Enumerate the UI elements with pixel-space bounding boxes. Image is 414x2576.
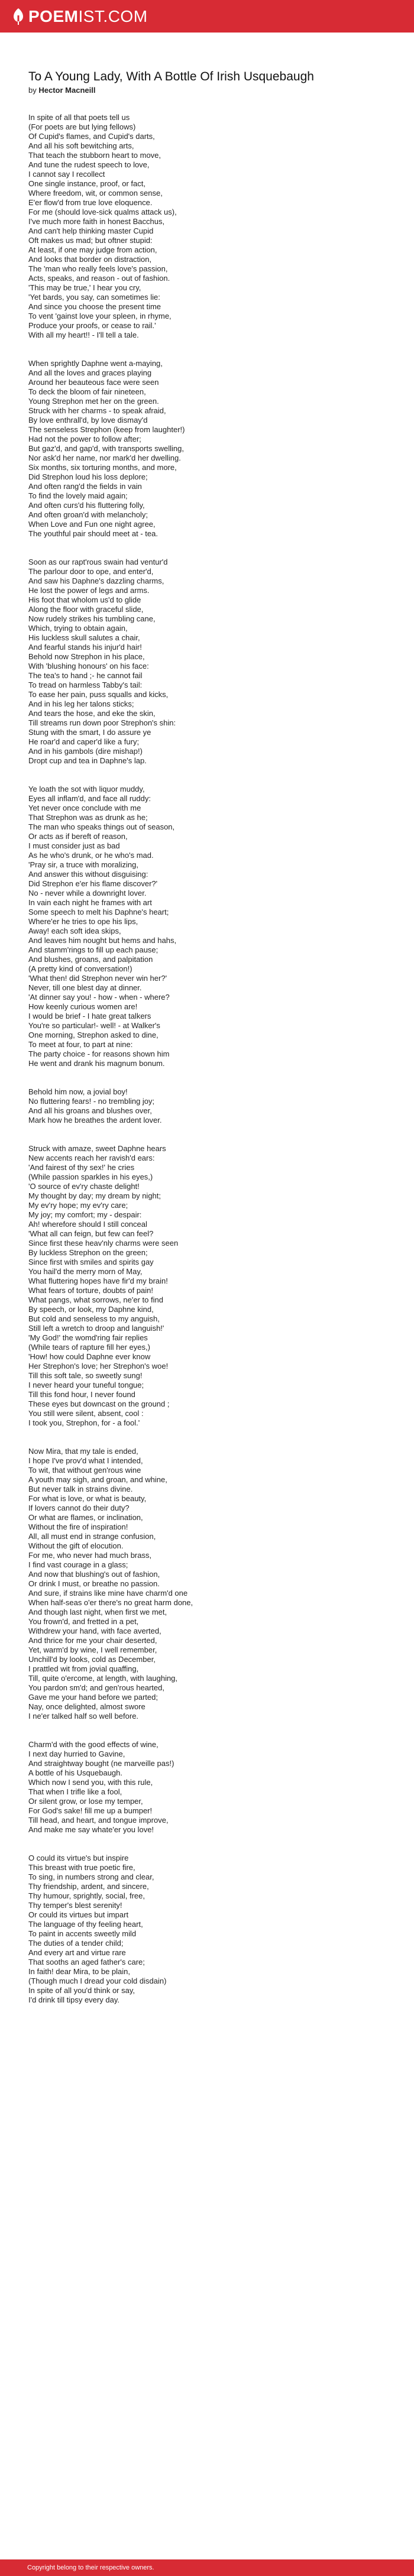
poem-line: And saw his Daphne's dazzling charms,: [28, 576, 164, 585]
byline-prefix: by: [28, 86, 37, 95]
poem-line: I ne'er talked half so well before.: [28, 1712, 139, 1720]
poem-line: And since you choose the present time: [28, 302, 161, 311]
poem-line: Without the gift of elocution.: [28, 1541, 124, 1550]
poem-line: (A pretty kind of conversation!): [28, 964, 132, 973]
poem-line: You hail'd the merry morn of May,: [28, 1267, 143, 1276]
stanza: [28, 785, 386, 1068]
poem-line: Or drink I must, or breathe no passion.: [28, 1579, 160, 1588]
poem-line: Withdrew your hand, with face averted,: [28, 1626, 161, 1635]
poem-line: Which now I send you, with this rule,: [28, 1778, 153, 1787]
poem-line: You pardon sm'd; and gen'rous hearted,: [28, 1683, 164, 1692]
poem-line: 'What then! did Strephon never win her?': [28, 974, 167, 983]
poem-line: To vent 'gainst love your spleen, in rhyme,: [28, 312, 172, 320]
poem-line: Behold him now, a jovial boy!: [28, 1087, 128, 1096]
poem-line: Till streams run down poor Strephon's shin:: [28, 718, 176, 727]
poem-line: By love enthrall'd, by love dismay'd: [28, 416, 148, 425]
poem-line: Yet never once conclude with me: [28, 803, 141, 812]
poem-line: And make me say whate'er you love!: [28, 1825, 154, 1834]
poem-line: If lovers cannot do their duty?: [28, 1504, 130, 1512]
poem-line: By luckless Strephon on the green;: [28, 1248, 148, 1257]
logo-text-light: IST.COM: [78, 7, 148, 25]
poem-line: O could its virtue's but inspire: [28, 1854, 129, 1862]
poem-line: Where'er he tries to ope his lips,: [28, 917, 138, 926]
poem-line: The senseless Strephon (keep from laughter!): [28, 425, 185, 434]
logo-text-bold: POEM: [28, 7, 79, 25]
poem-line: No - never while a downright lover.: [28, 889, 147, 897]
poem-line: Or acts as if bereft of reason,: [28, 832, 128, 841]
poem-line: He went and drank his magnum bonum.: [28, 1059, 165, 1068]
poem-line: And leaves him nought but hems and hahs,: [28, 936, 177, 945]
poem-line: To ease her pain, puss squalls and kicks,: [28, 690, 169, 699]
poem-line: I cannot say I recollect: [28, 170, 105, 179]
logo-text: [28, 7, 148, 26]
stanza: [28, 1740, 386, 1835]
poem-line: I never heard your tuneful tongue;: [28, 1381, 144, 1389]
poem-line: My joy; my comfort; my - despair:: [28, 1210, 142, 1219]
poem-line: To tread on harmless Tabby's tail:: [28, 681, 143, 689]
poem-line: And often curs'd his fluttering folly,: [28, 501, 145, 510]
poem-line: He lost the power of legs and arms.: [28, 586, 150, 595]
poem-line: (While passion sparkles in his eyes,): [28, 1172, 153, 1181]
poem-line: I hope I've prov'd what I intended,: [28, 1456, 143, 1465]
poem-line: 'And fairest of thy sex!' he cries: [28, 1163, 135, 1172]
poem-line: And in his leg her talons sticks;: [28, 699, 134, 708]
poem-title: To A Young Lady, With A Bottle Of Irish Usquebaugh: [28, 70, 314, 83]
stanza: [28, 1854, 386, 2005]
poem-content: [0, 33, 386, 2005]
poem-line: In spite of all you'd think or say,: [28, 1986, 135, 1995]
poem-line: 'Yet bards, you say, can sometimes lie:: [28, 293, 160, 302]
author-name: Hector Macneill: [38, 86, 96, 95]
poem-line: Charm'd with the good effects of wine,: [28, 1740, 159, 1749]
poem-line: As he who's drunk, or he who's mad.: [28, 851, 154, 860]
poem-line: In spite of all that poets tell us: [28, 113, 130, 122]
poem-line: Around her beauteous face were seen: [28, 378, 159, 387]
poem-line: (Though much I dread your cold disdain): [28, 1976, 167, 1985]
poem-line: A youth may sigh, and groan, and whine,: [28, 1475, 167, 1484]
poem-line: And every art and virtue rare: [28, 1948, 126, 1957]
poem-line: To sing, in numbers strong and clear,: [28, 1872, 154, 1881]
poem-line: And blushes, groans, and palpitation: [28, 955, 153, 964]
site-footer: [0, 2559, 414, 2576]
poem-line: One single instance, proof, or fact,: [28, 179, 145, 188]
poem-line: You still were silent, absent, cool :: [28, 1409, 144, 1418]
poem-line: Now rudely strikes his tumbling cane,: [28, 614, 156, 623]
poem-line: But gaz'd, and gap'd, with transports swelling,: [28, 444, 184, 453]
poem-line: That when I trifle like a fool,: [28, 1787, 122, 1796]
poem-line: I would be brief - I hate great talkers: [28, 1012, 151, 1020]
poem-line: In faith! dear Mira, to be plain,: [28, 1967, 130, 1976]
poem-line: Since first these heav'nly charms were seen: [28, 1239, 179, 1248]
poem-line: He roar'd and caper'd like a fury;: [28, 737, 140, 746]
poem-line: Stung with the smart, I do assure ye: [28, 728, 151, 737]
poem-line: For me (should love-sick qualms attack us),: [28, 208, 177, 216]
poem-line: I find vast courage in a glass;: [28, 1560, 128, 1569]
poem-line: I've much more faith in honest Bacchus,: [28, 217, 165, 226]
poem-line: And thrice for me your chair deserted,: [28, 1636, 157, 1645]
poem-line: To meet at four, to part at nine:: [28, 1040, 133, 1049]
poem-line: Her Strephon's love; her Strephon's woe!: [28, 1362, 169, 1370]
poem-line: 'Pray sir, a truce with moralizing,: [28, 860, 138, 869]
poem-line: Nay, once delighted, almost swore: [28, 1702, 145, 1711]
poem-line: Never, till one blest day at dinner.: [28, 983, 142, 992]
poem-line: I next day hurried to Gavine,: [28, 1749, 125, 1758]
poem-line: A bottle of his Usquebaugh.: [28, 1768, 123, 1777]
poem-line: Some speech to melt his Daphne's heart;: [28, 908, 169, 916]
poem-line: Or what are flames, or inclination,: [28, 1513, 143, 1522]
poem-line: Till, quite o'ercome, at length, with laughing,: [28, 1674, 178, 1683]
poem-line: The duties of a tender child;: [28, 1939, 124, 1948]
poem-line: When sprightly Daphne went a-maying,: [28, 359, 163, 368]
poem-line: Struck with amaze, sweet Daphne hears: [28, 1144, 166, 1153]
poem-line: Behold now Strephon in his place,: [28, 652, 145, 661]
poem-line: And straightway bought (ne marveille pas!): [28, 1759, 174, 1768]
poem-line: With all my heart!! - I'll tell a tale.: [28, 330, 139, 339]
poem-line: 'This may be true,' I hear you cry,: [28, 283, 141, 292]
poem-line: And though last night, when first we met,: [28, 1608, 167, 1616]
poem-body: [28, 113, 386, 2005]
poem-line: My ev'ry hope; my ev'ry care;: [28, 1201, 128, 1210]
poem-line: The 'man who really feels love's passion,: [28, 264, 168, 273]
poem-line: Away! each soft idea skips,: [28, 926, 121, 935]
poem-line: Eyes all inflam'd, and face all ruddy:: [28, 794, 151, 803]
poem-line: And all his groans and blushes over,: [28, 1106, 152, 1115]
poem-line: The man who speaks things out of season,: [28, 822, 175, 831]
poem-line: And sure, if strains like mine have charm'd one: [28, 1589, 188, 1598]
poem-line: I'd drink till tipsy every day.: [28, 1995, 119, 2004]
poem-line: Gave me your hand before we parted;: [28, 1693, 158, 1702]
poem-line: Thy friendship, ardent, and sincere,: [28, 1882, 149, 1891]
poem-line: And looks that border on distraction,: [28, 255, 152, 264]
poem-line: Till this soft tale, so sweetly sung!: [28, 1371, 143, 1380]
poem-line: 'At dinner say you! - how - when - where?: [28, 993, 170, 1002]
poem-line: Struck with her charms - to speak afraid,: [28, 406, 166, 415]
poem-line: And stamm'rings to fill up each pause;: [28, 945, 159, 954]
poem-line: Which, trying to obtain again,: [28, 624, 128, 633]
stanza: [28, 1144, 386, 1428]
poem-line: When Love and Fun one night agree,: [28, 520, 156, 529]
poem-line: The youthful pair should meet at - tea.: [28, 529, 158, 538]
poem-line: And tears the hose, and eke the skin,: [28, 709, 156, 718]
poem-line: I must consider just as bad: [28, 841, 120, 850]
poem-line: And all his soft bewitching arts,: [28, 141, 134, 150]
poem-line: I prattled wit from jovial quaffing,: [28, 1664, 139, 1673]
poem-line: And now that blushing's out of fashion,: [28, 1570, 160, 1579]
quill-icon: [13, 8, 24, 25]
poem-line: The language of thy feeling heart,: [28, 1920, 143, 1929]
site-logo[interactable]: [13, 7, 148, 26]
poem-line: His luckless skull salutes a chair,: [28, 633, 140, 642]
poem-line: But never talk in strains divine.: [28, 1485, 133, 1493]
poem-line: Of Cupid's flames, and Cupid's darts,: [28, 132, 155, 141]
poem-line: The party choice - for reasons shown him: [28, 1049, 170, 1058]
poem-line: Produce your proofs, or cease to rail.': [28, 321, 156, 330]
poem-line: What fears of torture, doubts of pain!: [28, 1286, 154, 1295]
poem-line: 'How! how could Daphne ever know: [28, 1352, 151, 1361]
poem-line: This breast with true poetic fire,: [28, 1863, 135, 1872]
poem-line: And fearful stands his injur'd hair!: [28, 643, 142, 652]
poem-line: Six months, six torturing months, and more,: [28, 463, 177, 472]
poem-line: You frown'd, and fretted in a pet,: [28, 1617, 139, 1626]
poem-line: For me, who never had much brass,: [28, 1551, 152, 1560]
poem-line: (While tears of rapture fill her eyes,): [28, 1343, 150, 1352]
poem-line: Along the floor with graceful slide,: [28, 605, 144, 614]
poem-line: Did Strephon e'er his flame discover?': [28, 879, 158, 888]
poem-line: And can't help thinking master Cupid: [28, 226, 154, 235]
poem-line: Dropt cup and tea in Daphne's lap.: [28, 756, 147, 765]
poem-line: And often groan'd with melancholy;: [28, 510, 148, 519]
poem-line: Oft makes us mad; but oftner stupid:: [28, 236, 153, 245]
poem-line: All, all must end in strange confusion,: [28, 1532, 156, 1541]
poem-line: Acts, speaks, and reason - out of fashion.: [28, 274, 170, 283]
poem-line: Soon as our rapt'rous swain had ventur'd: [28, 558, 168, 566]
poem-line: For God's sake! fill me up a bumper!: [28, 1806, 153, 1815]
poem-line: 'What all can feign, but few can feel?: [28, 1229, 154, 1238]
poem-line: The tea's to hand ;- he cannot fail: [28, 671, 143, 680]
poem-line: And in his gambols (dire mishap!): [28, 747, 143, 756]
poem-line: At least, if one may judge from action,: [28, 245, 157, 254]
poem-line: What pangs, what sorrows, ne'er to find: [28, 1295, 163, 1304]
poem-line: To paint in accents sweetly mild: [28, 1929, 137, 1938]
poem-line: With 'blushing honours' on his face:: [28, 662, 149, 670]
poem-line: Ye loath the sot with liquor muddy,: [28, 785, 145, 793]
poem-line: Thy temper's blest serenity!: [28, 1901, 122, 1910]
poem-line: New accents reach her ravish'd ears:: [28, 1153, 155, 1162]
poem-line: That teach the stubborn heart to move,: [28, 151, 161, 160]
poem-line: How keenly curious women are!: [28, 1002, 138, 1011]
site-header: [0, 0, 414, 33]
poem-line: My thought by day; my dream by night;: [28, 1191, 161, 1200]
poem-line: Where freedom, wit, or common sense,: [28, 189, 163, 197]
stanza: [28, 1087, 386, 1125]
poem-line: When half-seas o'er there's no great harm done,: [28, 1598, 193, 1607]
poem-line: E'er flow'd from true love eloquence.: [28, 198, 153, 207]
poem-line: (For poets are but lying fellows): [28, 122, 136, 131]
poem-line: What fluttering hopes have fir'd my brain!: [28, 1276, 168, 1285]
poem-line: I took you, Strephon, for - a fool.': [28, 1418, 140, 1427]
poem-line: And all the loves and graces playing: [28, 368, 152, 377]
copyright-text: Copyright belong to their respective owners.: [27, 2564, 154, 2571]
poem-line: Nor ask'd her name, nor mark'd her dwelling.: [28, 453, 181, 462]
poem-line: Thy humour, sprightly, social, free,: [28, 1891, 145, 1900]
poem-line: One morning, Strephon asked to dine,: [28, 1031, 159, 1039]
poem-line: In vain each night he frames with art: [28, 898, 152, 907]
poem-line: No fluttering fears! - no trembling joy;: [28, 1097, 155, 1106]
poem-line: But cold and senseless to my anguish,: [28, 1314, 160, 1323]
poem-line: Had not the power to follow after;: [28, 435, 141, 443]
poem-line: These eyes but downcast on the ground ;: [28, 1399, 170, 1408]
poem-line: Or could its virtues but impart: [28, 1910, 129, 1919]
poem-line: 'O source of ev'ry chaste delight!: [28, 1182, 140, 1191]
poem-line: For what is love, or what is beauty,: [28, 1494, 147, 1503]
poem-line: 'My God!' the womd'ring fair replies: [28, 1333, 148, 1342]
poem-line: Till this fond hour, I never found: [28, 1390, 135, 1399]
stanza: [28, 113, 386, 340]
poem-line: Without the fire of inspiration!: [28, 1522, 128, 1531]
poem-line: Now Mira, that my tale is ended,: [28, 1447, 138, 1456]
poem-line: That Strephon was as drunk as he;: [28, 813, 148, 822]
poem-line: Young Strephon met her on the green.: [28, 397, 159, 406]
poem-line: And tune the rudest speech to love,: [28, 160, 150, 169]
poem-line: Ah! wherefore should I still conceal: [28, 1220, 147, 1229]
poem-line: To find the lovely maid again;: [28, 491, 128, 500]
poem-line: Till head, and heart, and tongue improve,: [28, 1816, 169, 1825]
poem-line: To deck the bloom of fair nineteen,: [28, 387, 146, 396]
poem-line: Still left a wretch to droop and languish!': [28, 1324, 164, 1333]
poem-line: His foot that wholom us'd to glide: [28, 595, 141, 604]
poem-line: Since first with smiles and spirits gay: [28, 1258, 154, 1266]
poem-line: And answer this without disguising:: [28, 870, 148, 879]
poem-line: Yet, warm'd by wine, I well remember,: [28, 1645, 157, 1654]
stanza: [28, 1447, 386, 1721]
poem-line: Unchill'd by looks, cold as December,: [28, 1655, 156, 1664]
poem-line: To wit, that without gen'rous wine: [28, 1466, 141, 1475]
poem-line: Or silent grow, or lose my temper,: [28, 1797, 143, 1806]
stanza: [28, 359, 386, 539]
stanza: [28, 558, 386, 766]
poem-line: By speech, or look, my Daphne kind,: [28, 1305, 154, 1314]
poem-line: That sooths an aged father's care;: [28, 1958, 145, 1966]
byline: [28, 86, 386, 95]
poem-line: The parlour door to ope, and enter'd,: [28, 567, 154, 576]
poem-line: And often rang'd the fields in vain: [28, 482, 142, 491]
poem-line: You're so particular!- well! - at Walker's: [28, 1021, 160, 1030]
poem-line: Mark how he breathes the ardent lover.: [28, 1116, 162, 1125]
poem-line: Did Strephon loud his loss deplore;: [28, 472, 148, 481]
